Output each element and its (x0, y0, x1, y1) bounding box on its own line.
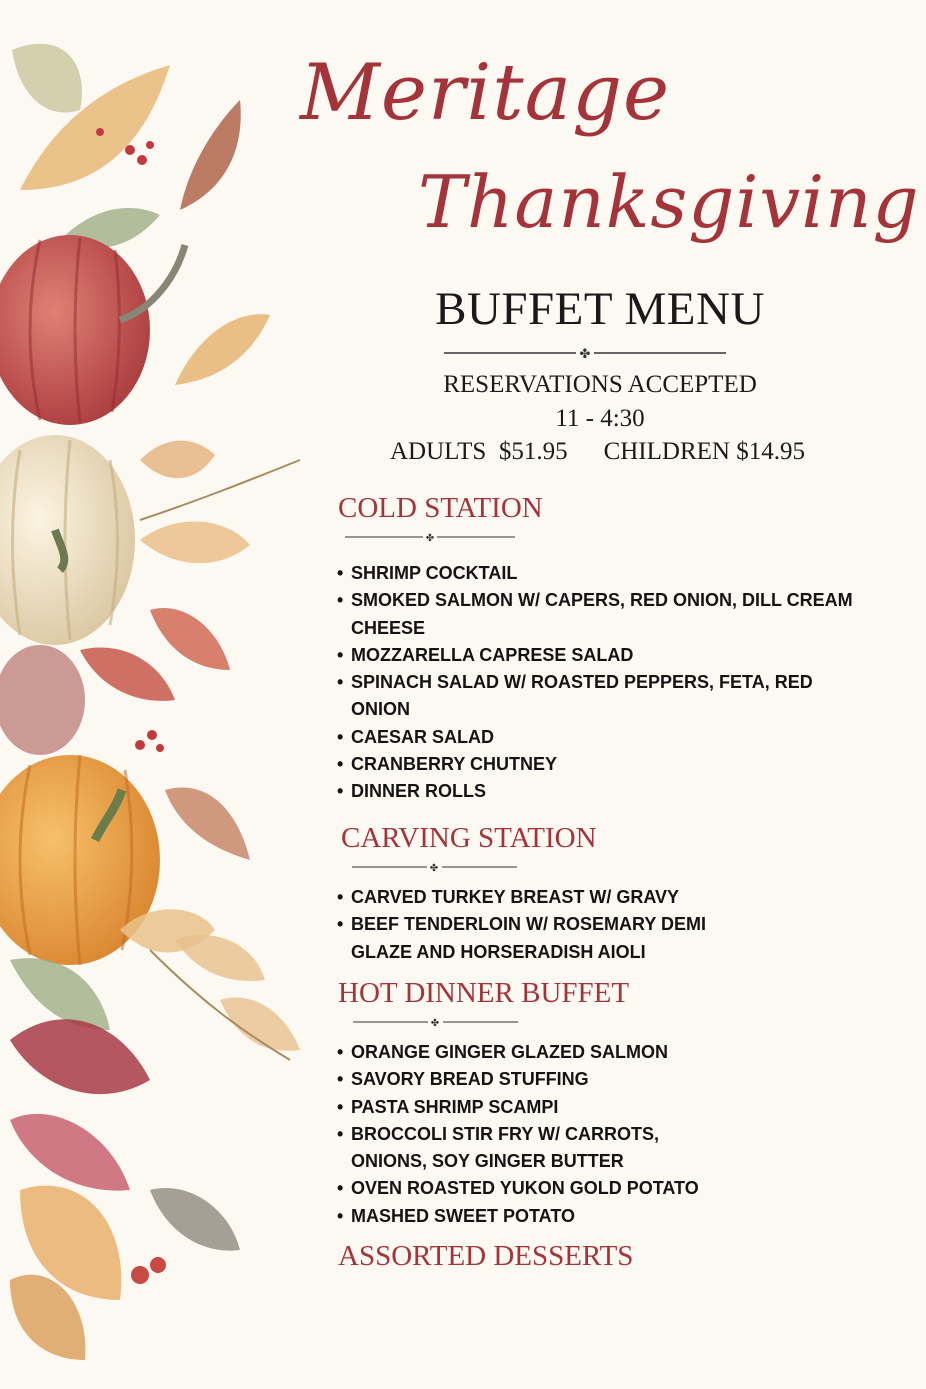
berry-shape (125, 145, 135, 155)
berry-shape (135, 740, 145, 750)
leaf-shape (10, 1019, 150, 1094)
cold-station-list (337, 560, 877, 806)
page-subtitle: BUFFET MENU (435, 283, 765, 335)
divider-ornament (353, 1016, 518, 1028)
divider-ornament (444, 346, 726, 360)
leaf-shape (140, 441, 215, 479)
list-item: • ORANGE GINGER GLAZED SALMON (337, 1039, 717, 1066)
list-item: • SMOKED SALMON W/ CAPERS, RED ONION, DILL CREAM CHEESE (337, 587, 877, 642)
section-title-desserts: ASSORTED DESSERTS (338, 1240, 634, 1272)
list-item: • CAESAR SALAD (337, 724, 877, 751)
adults-price: ADULTS $51.95 (390, 438, 568, 465)
hours-text: 11 - 4:30 (555, 405, 645, 432)
berry-shape (147, 730, 157, 740)
leaf-shape (80, 647, 175, 700)
section-title-carving: CARVING STATION (341, 822, 597, 854)
svg-text:✤: ✤ (579, 347, 591, 360)
leaf-shape (10, 1114, 130, 1191)
leaf-shape (165, 788, 250, 860)
leaf-shape (175, 935, 265, 981)
berry-shape (96, 128, 104, 136)
list-item: • BROCCOLI STIR FRY W/ CARROTS, ONIONS, SOY GINGER BUTTER (337, 1121, 671, 1176)
leaf-shape (150, 1188, 240, 1251)
berry-shape (131, 1266, 149, 1284)
carving-station-list (337, 884, 717, 966)
autumn-watercolor-border (0, 0, 330, 1389)
leaf-shape (12, 44, 82, 113)
list-item: • OVEN ROASTED YUKON GOLD POTATO (337, 1175, 717, 1202)
list-item: • PASTA SHRIMP SCAMPI (337, 1094, 717, 1121)
list-item: • BEEF TENDERLOIN W/ ROSEMARY DEMI GLAZE AND HORSERADISH AIOLI (337, 911, 717, 966)
reservations-text: RESERVATIONS ACCEPTED (443, 371, 757, 398)
svg-text:✤: ✤ (429, 863, 439, 873)
berry-shape (137, 155, 147, 165)
berry-shape (156, 744, 164, 752)
list-item: • MOZZARELLA CAPRESE SALAD (337, 642, 877, 669)
leaf-shape (220, 997, 300, 1050)
leaf-shape (180, 100, 241, 210)
svg-text:✤: ✤ (425, 533, 435, 543)
divider-ornament (352, 861, 517, 873)
list-item: • MASHED SWEET POTATO (337, 1203, 717, 1230)
list-item: • SAVORY BREAD STUFFING (337, 1066, 717, 1093)
title-script-line-2: Thanksgiving (418, 160, 920, 244)
leaf-shape (10, 958, 110, 1030)
list-item: • CRANBERRY CHUTNEY (337, 751, 877, 778)
divider-ornament (345, 531, 515, 543)
svg-text:✤: ✤ (430, 1018, 440, 1028)
list-item: • DINNER ROLLS (337, 778, 877, 805)
list-item: • SPINACH SALAD W/ ROASTED PEPPERS, FETA, RED ONION (337, 669, 821, 724)
hot-dinner-list (337, 1039, 717, 1230)
leaf-shape (175, 314, 270, 385)
price-line (390, 438, 805, 466)
pumpkin-shape (0, 645, 85, 755)
berry-shape (150, 1257, 166, 1273)
children-price: CHILDREN $14.95 (603, 438, 805, 465)
list-item: • SHRIMP COCKTAIL (337, 560, 877, 587)
section-title-cold: COLD STATION (338, 492, 543, 524)
list-item: • CARVED TURKEY BREAST W/ GRAVY (337, 884, 717, 911)
leaf-shape (140, 521, 250, 563)
title-script-line-1: Meritage (300, 48, 671, 138)
berry-shape (146, 141, 154, 149)
section-title-hot: HOT DINNER BUFFET (338, 977, 630, 1009)
leaf-shape (150, 608, 230, 670)
